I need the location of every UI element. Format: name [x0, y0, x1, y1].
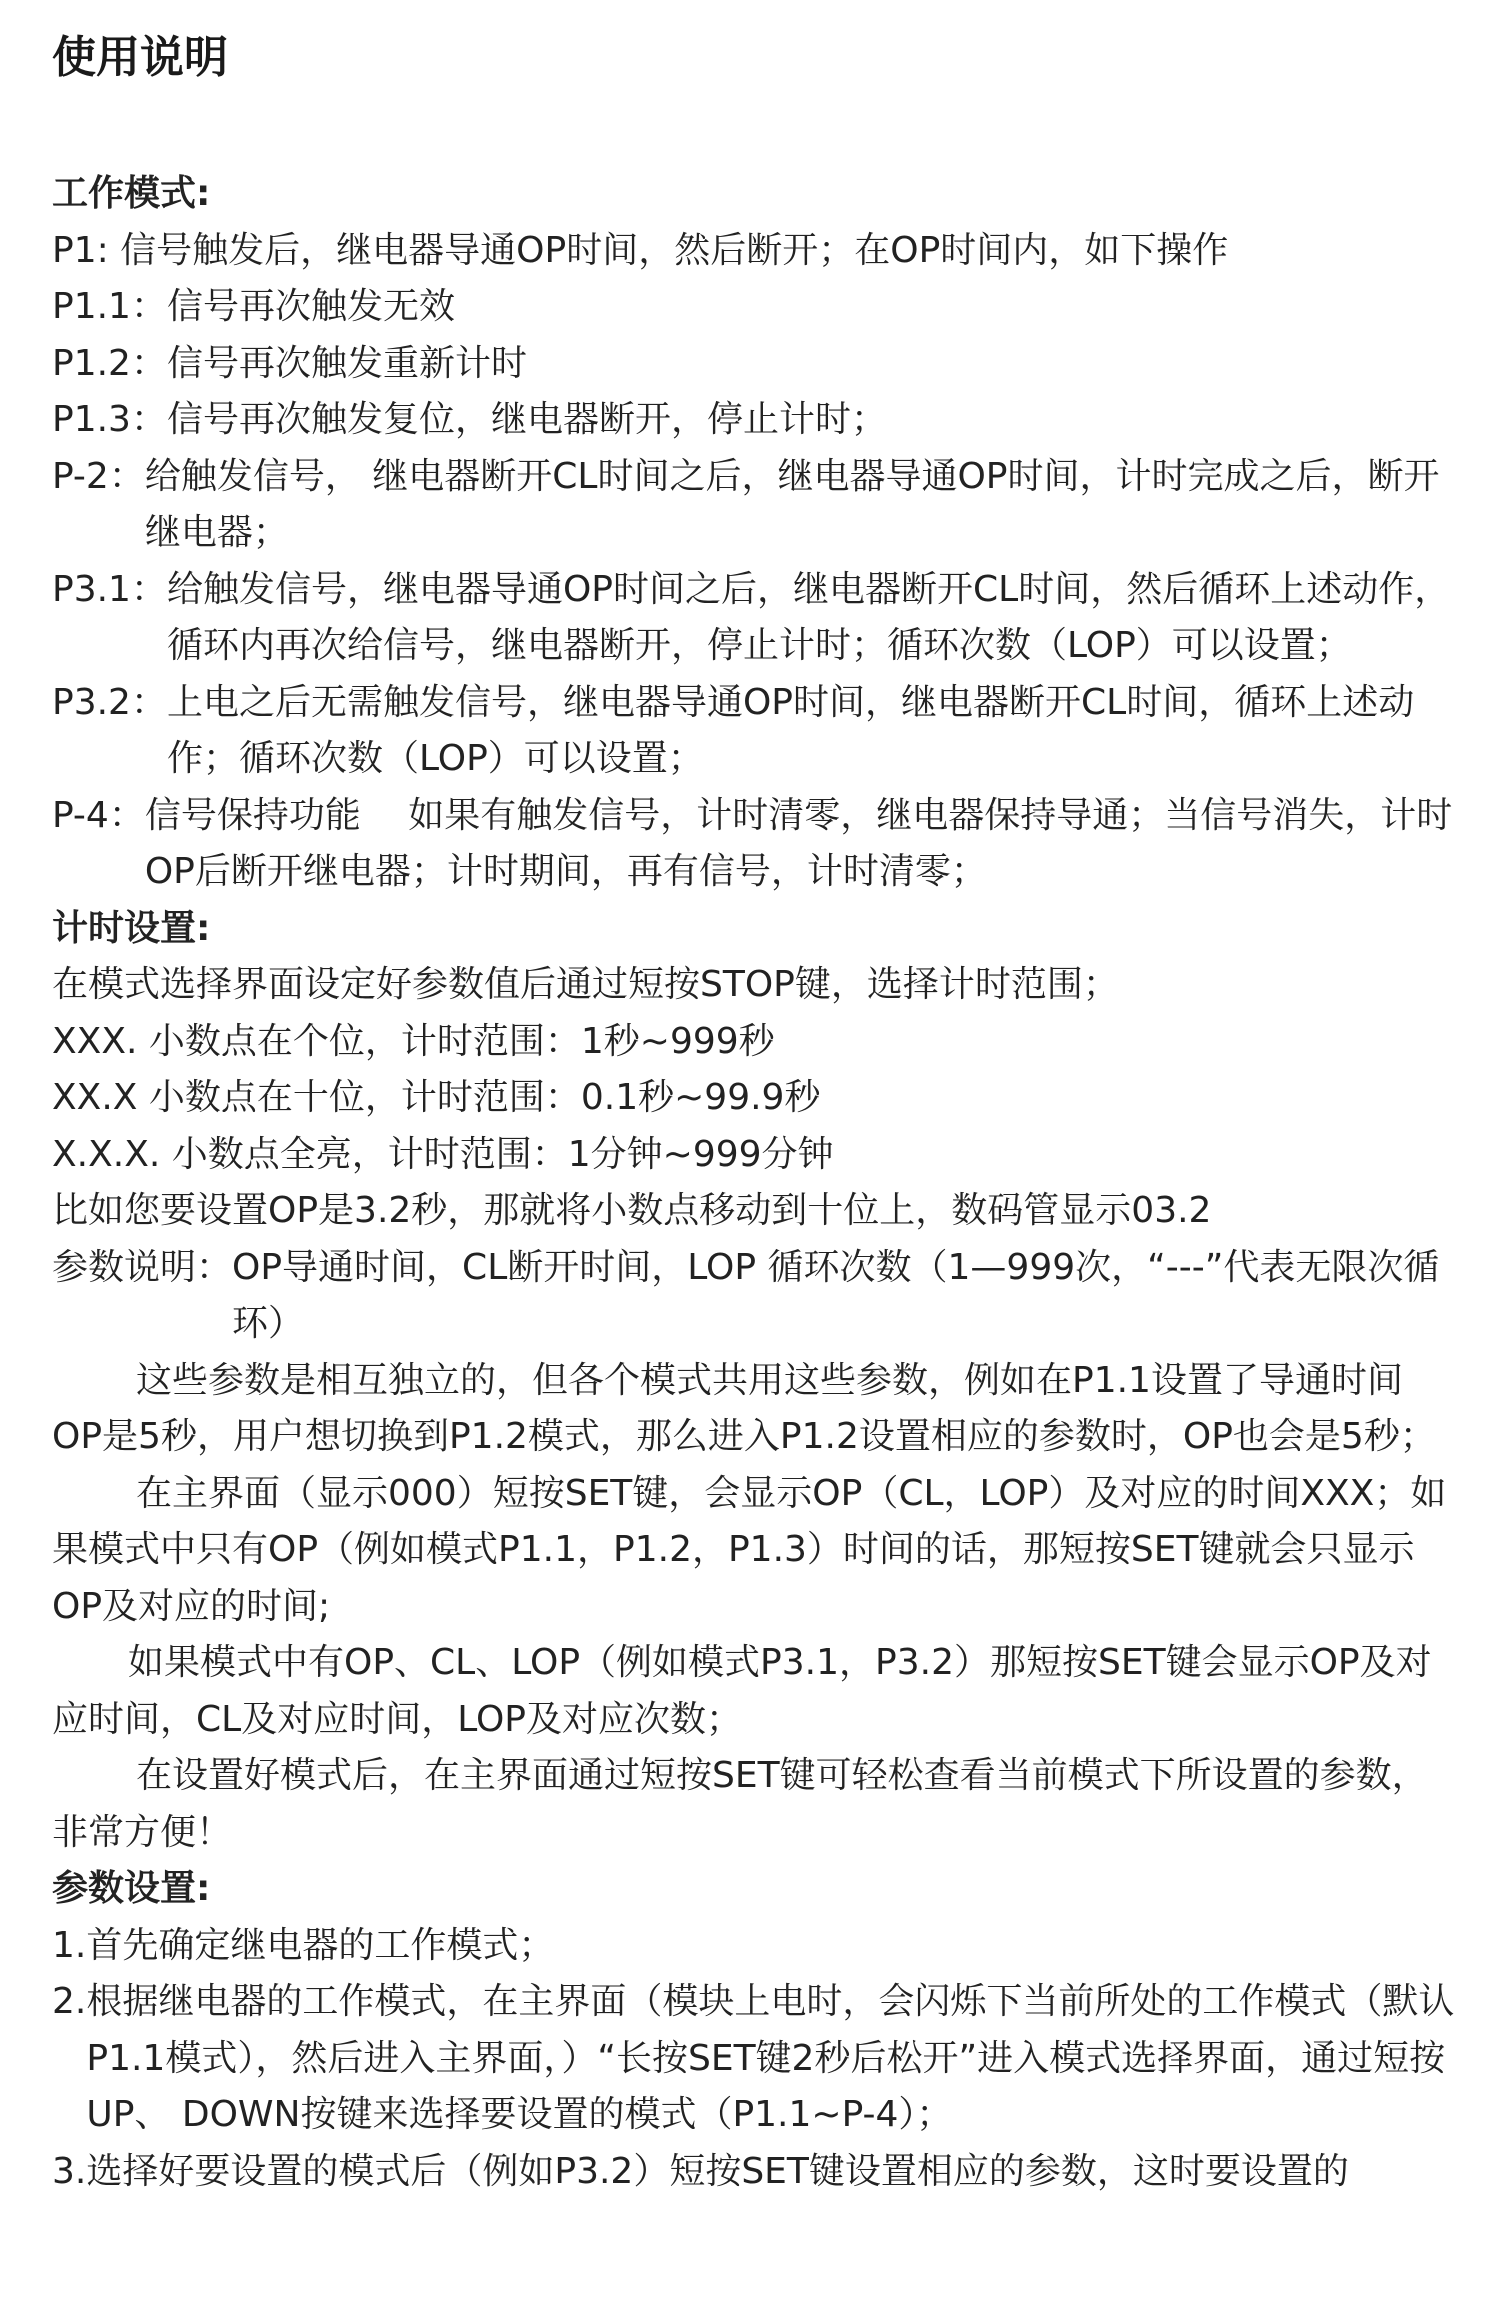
mode-p1-line: P1: 信号触发后，继电器导通OP时间，然后断开；在OP时间内，如下操作	[52, 229, 1229, 271]
mode-p1-2-line: P1.2：信号再次触发重新计时	[52, 342, 527, 384]
mode-p4-label: P-4：	[52, 794, 145, 836]
list-item	[52, 2144, 1460, 2201]
timing-paragraph-4: 在设置好模式后，在主界面通过短按SET键可轻松查看当前模式下所设置的参数，非常方便！	[52, 1755, 1428, 1853]
mode-p3-2-item	[52, 675, 1460, 788]
mode-p1-1-line: P1.1：信号再次触发无效	[52, 286, 455, 327]
list-item-number: 3.	[52, 2150, 87, 2192]
timing-range-3: X.X.X. 小数点全亮，计时范围：1分钟~999分钟	[52, 1133, 834, 1175]
mode-p4-item	[52, 788, 1460, 901]
params-text: OP导通时间，CL断开时间，LOP 循环次数（1—999次，“---”代表无限次循环）	[232, 1246, 1440, 1344]
timing-intro: 在模式选择界面设定好参数值后通过短按STOP键，选择计时范围；	[52, 964, 1119, 1005]
list-item-text: 首先确定继电器的工作模式；	[86, 1924, 555, 1966]
params-label: 参数说明：	[52, 1246, 233, 1288]
list-item	[52, 1918, 1460, 1975]
timing-paragraph-3: 如果模式中有OP、CL、LOP（例如模式P3.1，P3.2）那短按SET键会显示OP及对应时间，CL及对应时间，LOP及对应次数；	[52, 1642, 1432, 1740]
timing-range-2: XX.X 小数点在十位，计时范围：0.1秒~99.9秒	[52, 1077, 821, 1118]
mode-p2-label: P-2：	[52, 455, 145, 497]
timing-paragraph-1: 这些参数是相互独立的，但各个模式共用这些参数，例如在P1.1设置了导通时间 OP是5秒，用户想切换到P1.2模式，那么进入P1.2设置相应的参数时，OP也会是5秒；	[52, 1359, 1436, 1457]
mode-p3-2-label: P3.2：	[52, 681, 167, 723]
list-item	[52, 1974, 1460, 2144]
mode-p2-item	[52, 449, 1460, 562]
timing-range-1: XXX. 小数点在个位，计时范围：1秒~999秒	[52, 1020, 775, 1062]
section-heading-work-mode: 工作模式:	[52, 173, 211, 214]
mode-p1-3-line: P1.3：信号再次触发复位，继电器断开，停止计时；	[52, 399, 887, 440]
section-heading-param-setting: 参数设置:	[52, 1868, 211, 1909]
list-item-text: 根据继电器的工作模式，在主界面（模块上电时，会闪烁下当前所处的工作模式（默认P1.1模式），然后进入主界面，）“长按SET键2秒后松开”进入模式选择界面，通过短按UP、 DOWN按键来选择要设置的模式（P1.1~P-4）；	[86, 1981, 1455, 2135]
timing-paragraph-2: 在主界面（显示000）短按SET键，会显示OP（CL，LOP）及对应的时间XXX；如果模式中只有OP（例如模式P1.1，P1.2，P1.3）时间的话，那短按SET键就会只显示OP及对应的时间;	[52, 1472, 1447, 1627]
page-title: 使用说明	[52, 32, 228, 83]
list-item-number: 2.	[52, 1981, 87, 2022]
mode-p3-1-text: 给触发信号，继电器导通OP时间之后，继电器断开CL时间，然后循环上述动作，循环内再次给信号，继电器断开，停止计时；循环次数（LOP）可以设置；	[166, 568, 1451, 666]
timing-example: 比如您要设置OP是3.2秒，那就将小数点移动到十位上，数码管显示03.2	[52, 1190, 1212, 1231]
mode-p2-text: 给触发信号， 继电器断开CL时间之后，继电器导通OP时间，计时完成之后，断开继电器；	[144, 455, 1440, 553]
list-item-number: 1.	[52, 1924, 87, 1966]
mode-p3-1-item	[52, 562, 1460, 675]
mode-p4-text: 信号保持功能 如果有触发信号，计时清零，继电器保持导通；当信号消失，计时OP后断开继电器；计时期间，再有信号，计时清零；	[144, 794, 1453, 892]
mode-p3-1-label: P3.1：	[52, 568, 167, 610]
mode-p3-2-text: 上电之后无需触发信号，继电器导通OP时间，继电器断开CL时间，循环上述动作；循环次数（LOP）可以设置；	[166, 681, 1415, 779]
section-heading-timing: 计时设置:	[52, 907, 211, 949]
params-explanation	[52, 1240, 1460, 1353]
list-item-text: 选择好要设置的模式后（例如P3.2）短按SET键设置相应的参数，这时要设置的	[86, 2150, 1349, 2192]
